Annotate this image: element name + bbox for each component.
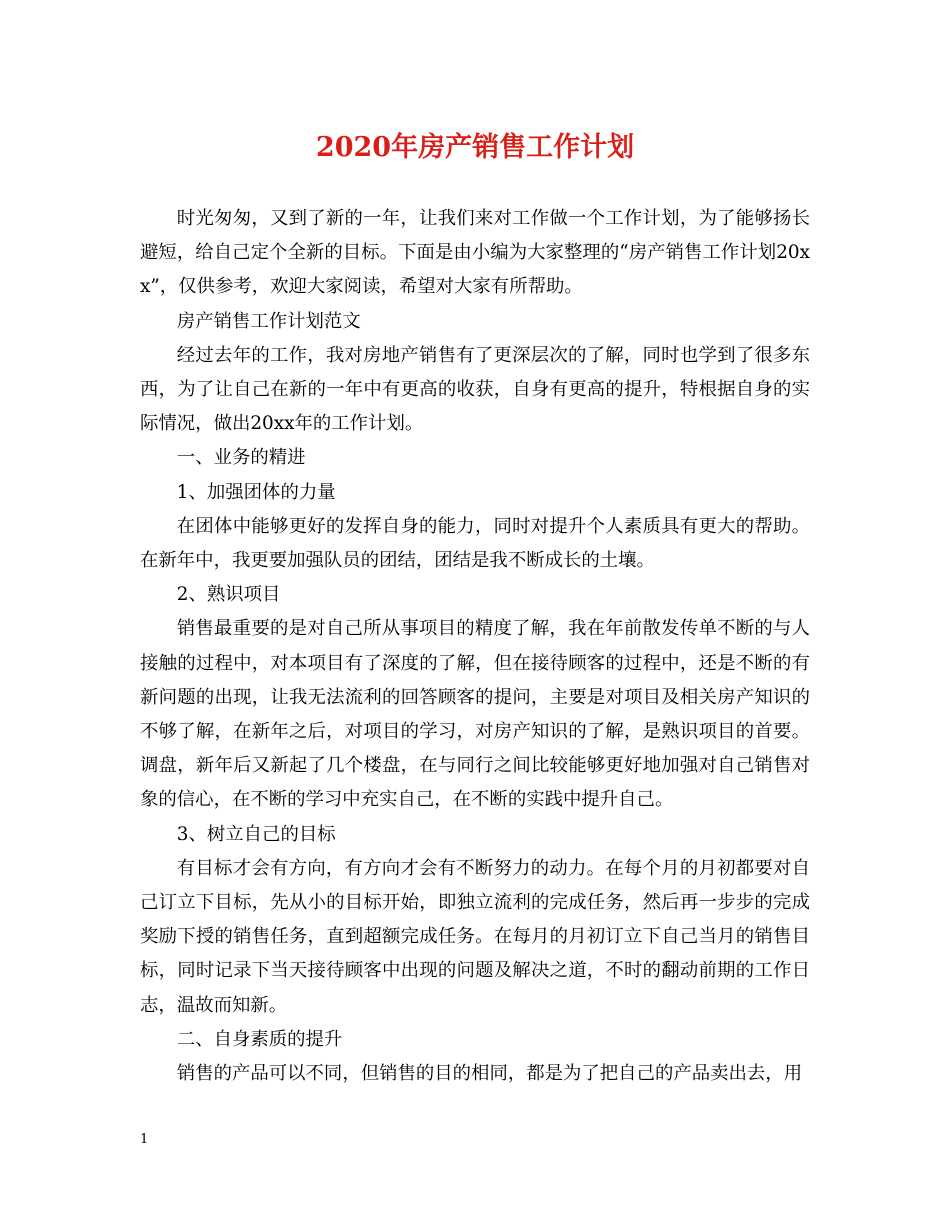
document-body — [140, 202, 810, 1091]
section-heading-self-improvement: 二、自身素质的提升 — [176, 1028, 343, 1050]
subheading-know-project: 2、熟识项目 — [176, 584, 281, 606]
paragraph-self-improvement: 销售的产品可以不同，但销售的目的相同，都是为了把自己的产品卖出去，用 — [176, 1063, 803, 1085]
subheading-set-goals: 3、树立自己的目标 — [176, 823, 336, 845]
paragraph-overview: 经过去年的工作，我对房地产销售有了更深层次的了解，同时也学到了很多东西，为了让自己在新的一年中有更高的收获，自身有更高的提升，特根据自身的实际情况，做出20xx年的工作计划。 — [140, 344, 810, 435]
document-title: 2020年房产销售工作计划 — [315, 132, 635, 163]
paragraph-set-goals: 有目标才会有方向，有方向才会有不断努力的动力。在每个月的月初都要对自己订立下目标，先从小的目标开始，即独立流利的完成任务，然后再一步步的完成奖励下授的销售任务，直到超额完成任务。在每月的月初订立下自己当月的销售目标，同时记录下当天接待顾客中出现的问题及解决之道，不时的翻动前期的工作日志，温故而知新。 — [140, 857, 810, 1016]
paragraph-intro: 时光匆匆，又到了新的一年，让我们来对工作做一个工作计划，为了能够扬长避短，给自己定个全新的目标。下面是由小编为大家整理的“房产销售工作计划20xx”，仅供参考，欢迎大家阅读，希望对大家有所帮助。 — [140, 208, 810, 298]
paragraph-sample-heading: 房产销售工作计划范文 — [176, 310, 361, 332]
paragraph-team-strength: 在团体中能够更好的发挥自身的能力，同时对提升个人素质具有更大的帮助。在新年中，我更要加强队员的团结，团结是我不断成长的土壤。 — [140, 515, 810, 572]
paragraph-know-project: 销售最重要的是对自己所从事项目的精度了解，我在年前散发传单不断的与人接触的过程中，对本项目有了深度的了解，但在接待顾客的过程中，还是不断的有新问题的出现，让我无法流利的回答顾客的提问，主要是对项目及相关房产知识的不够了解，在新年之后，对项目的学习，对房产知识的了解，是熟识项目的首要。调盘，新年后又新起了几个楼盘，在与同行之间比较能够更好地加强对自己销售对象的信心，在不断的学习中充实自己，在不断的实践中提升自己。 — [140, 618, 810, 811]
subheading-team-strength: 1、加强团体的力量 — [176, 481, 336, 503]
page-number: 1 — [140, 1132, 149, 1147]
section-heading-business: 一、业务的精进 — [176, 447, 306, 469]
